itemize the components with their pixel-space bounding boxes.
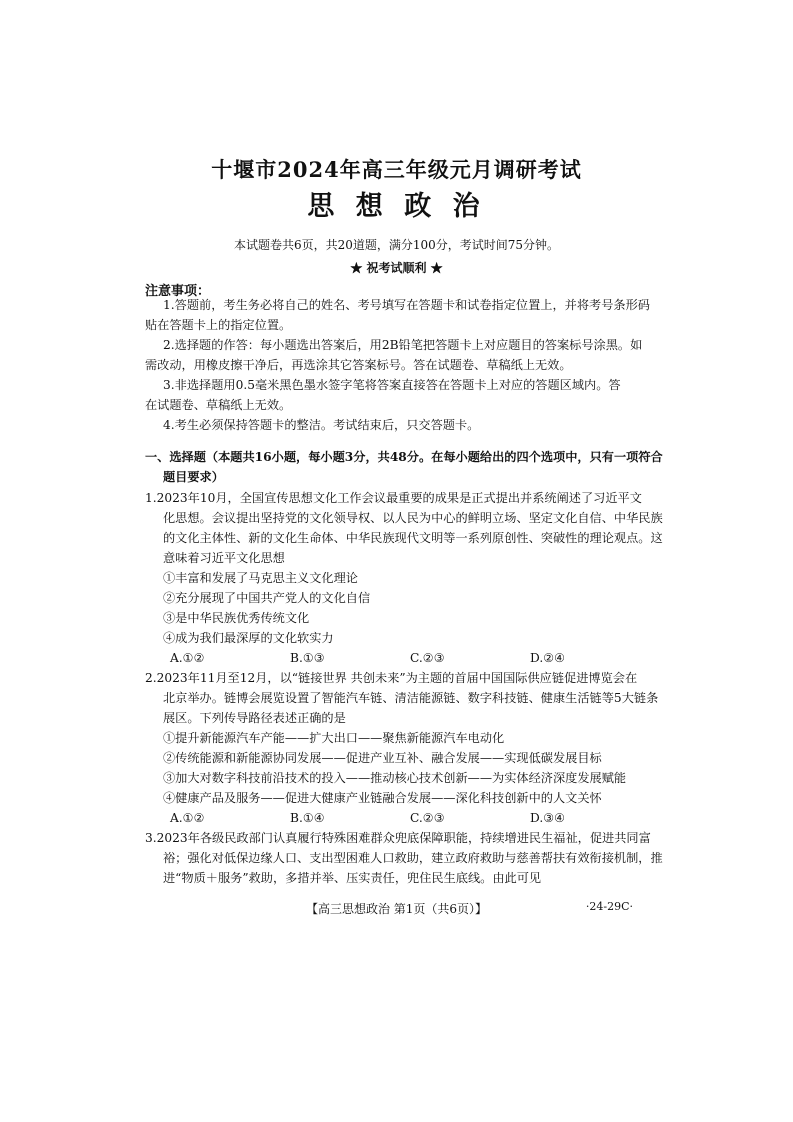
q1-item: ③是中华民族优秀传统文化 (163, 611, 310, 625)
q1-item: ②充分展现了中国共产党人的文化自信 (163, 591, 371, 605)
q2-option-d: D.③④ (530, 811, 566, 825)
note-line: 3.非选择题用0.5毫米黑色墨水签字笔将答案直接答在答题卡上对应的答题区域内。答 (163, 378, 621, 392)
q3-stem: 裕；强化对低保边缘人口、支出型困难人口救助，建立政府救助与慈善帮扶有效衔接机制，推 (163, 851, 663, 865)
q2-item: ①提升新能源汽车产能——扩大出口——聚焦新能源汽车电动化 (163, 731, 505, 745)
q1-item: ④成为我们最深厚的文化软实力 (163, 631, 334, 645)
note-line: 在试题卷、草稿纸上无效。 (145, 398, 292, 412)
q2-item: ④健康产品及服务——促进大健康产业链融合发展——深化科技创新中的人文关怀 (163, 791, 602, 805)
q2-option-a: A.①② (170, 811, 205, 825)
q1-stem: 化思想。会议提出坚持党的文化领导权、以人民为中心的鲜明立场、坚定文化自信、中华民族 (163, 511, 663, 525)
exam-title: 十堰市2024年高三年级元月调研考试 (211, 157, 582, 182)
note-line: 2.选择题的作答：每小题选出答案后，用2B铅笔把答题卡上对应题目的答案标号涂黑。如 (163, 338, 643, 352)
q2-item: ③加大对数字科技前沿技术的投入——推动核心技术创新——为实体经济深度发展赋能 (163, 771, 627, 785)
good-luck-banner: ★ 祝考试顺利 ★ (350, 261, 443, 275)
q1-stem: 的文化主体性、新的文化生命体、中华民族现代文明等一系列原创性、突破性的理论观点。这 (163, 531, 663, 545)
subject-title: 思 想 政 治 (307, 191, 486, 222)
q1-stem: 意味着习近平文化思想 (163, 551, 285, 565)
q2-stem: 北京举办。链博会展览设置了智能汽车链、清洁能源链、数字科技链、健康生活链等5大链条 (163, 691, 659, 705)
notes-title: 注意事项： (145, 284, 211, 299)
q1-option-b: B.①③ (290, 651, 325, 665)
page-footer: 【高三思想政治 第1页（共6页）】 (305, 902, 488, 916)
exam-meta: 本试题卷共6页，共20道题，满分100分，考试时间75分钟。 (233, 238, 560, 252)
exam-code: ·24-29C· (585, 900, 633, 913)
q1-option-d: D.②④ (530, 651, 566, 665)
q2-stem: 2.2023年11月至12月，以“链接世界 共创未来”为主题的首届中国国际供应链促进博览会在 (145, 671, 638, 685)
section-heading: 一、选择题（本题共16小题，每小题3分，共48分。在每小题给出的四个选项中，只有一项符合 (145, 450, 663, 464)
note-line: 贴在答题卡上的指定位置。 (145, 318, 292, 332)
q1-option-a: A.①② (170, 651, 205, 665)
note-line: 1.答题前，考生务必将自己的姓名、考号填写在答题卡和试卷指定位置上，并将考号条形码 (163, 298, 650, 312)
q2-item: ②传统能源和新能源协同发展——促进产业互补、融合发展——实现低碳发展目标 (163, 751, 602, 765)
q2-stem: 展区。下列传导路径表述正确的是 (163, 711, 346, 725)
q2-options (0, 808, 793, 828)
q2-option-c: C.②③ (410, 811, 445, 825)
q1-options (0, 648, 793, 668)
note-line: 需改动，用橡皮擦干净后，再选涂其它答案标号。答在试题卷、草稿纸上无效。 (145, 358, 572, 372)
note-line: 4.考生必须保持答题卡的整洁。考试结束后，只交答题卡。 (163, 418, 480, 432)
q1-stem: 1.2023年10月，全国宣传思想文化工作会议最重要的成果是正式提出并系统阐述了习近平文 (145, 491, 642, 505)
q1-option-c: C.②③ (410, 651, 445, 665)
q1-item: ①丰富和发展了马克思主义文化理论 (163, 571, 358, 585)
q3-stem: 进“物质＋服务”救助，多措并举、压实责任，兜住民生底线。由此可见 (163, 871, 542, 885)
q2-option-b: B.①④ (290, 811, 325, 825)
q3-stem: 3.2023年各级民政部门认真履行特殊困难群众兜底保障职能，持续增进民生福祉，促进共同富 (145, 831, 651, 845)
section-heading-cont: 题目要求） (163, 470, 224, 484)
